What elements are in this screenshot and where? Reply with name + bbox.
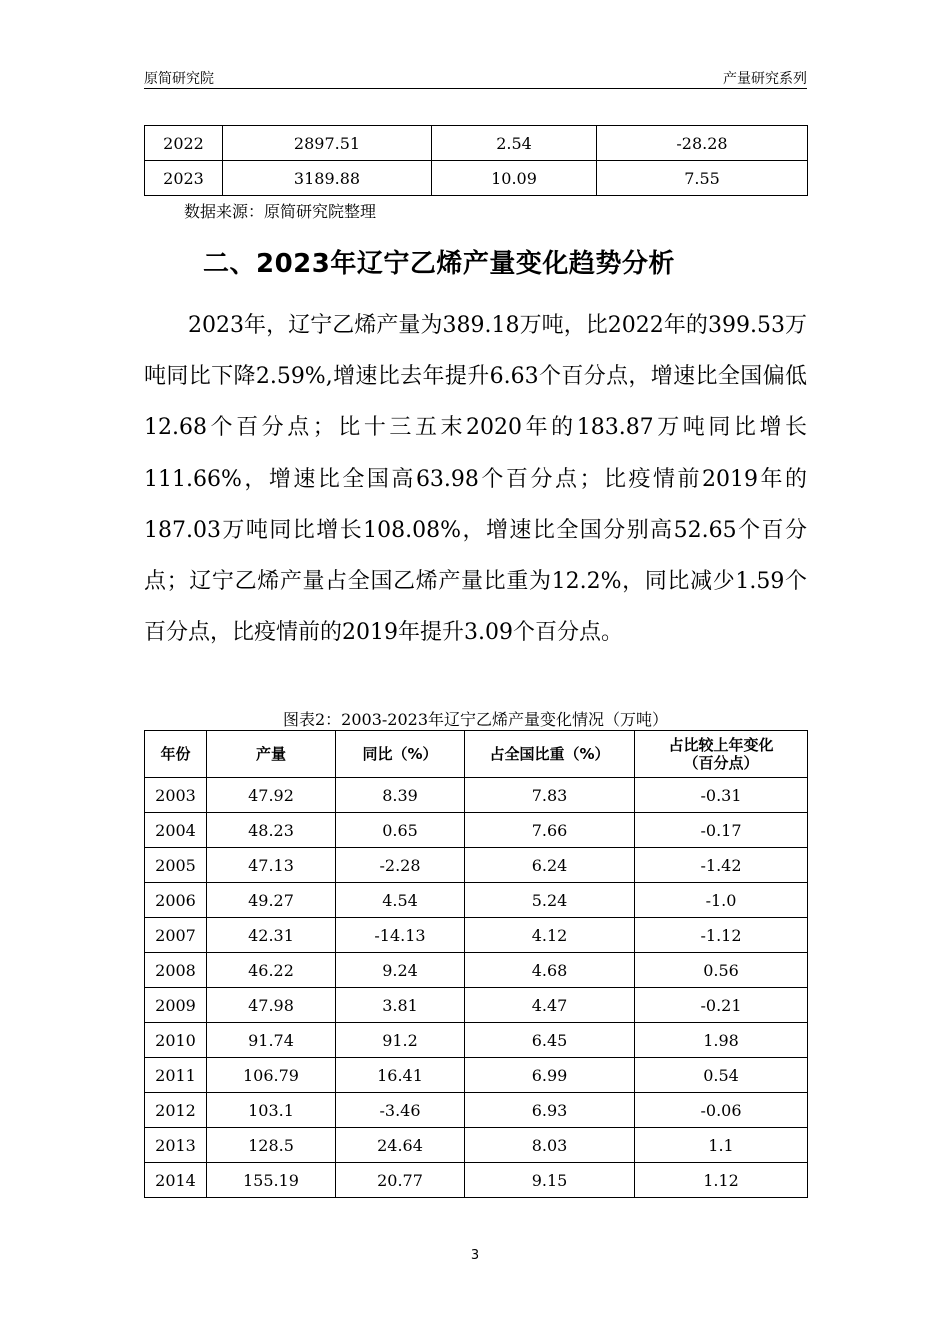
table-cell: -0.17 <box>635 813 808 848</box>
production-table <box>144 730 808 1198</box>
table-cell: 91.2 <box>336 1023 465 1058</box>
body-paragraph: 2023年，辽宁乙烯产量为389.18万吨，比2022年的399.53万吨同比下降2.59%,增速比去年提升6.63个百分点，增速比全国偏低12.68个百分点；比十三五末2020年的183.87万吨同比增长111.66%，增速比全国高63.98个百分点；比疫情前2019年的187.03万吨同比增长108.08%，增速比全国分别高52.65个百分点；辽宁乙烯产量占全国乙烯产量比重为12.2%，同比减少1.59个百分点，比疫情前的2019年提升3.09个百分点。 <box>144 313 807 646</box>
table-cell: -14.13 <box>336 918 465 953</box>
table-cell: 6.45 <box>465 1023 635 1058</box>
section-heading: 二、2023年辽宁乙烯产量变化趋势分析 <box>203 249 675 279</box>
page-number: 3 <box>470 1248 480 1263</box>
header-org: 原简研究院 <box>144 71 214 87</box>
column-header: 年份 <box>145 731 207 778</box>
table-cell: 9.15 <box>465 1163 635 1198</box>
column-header: 产量 <box>207 731 336 778</box>
table-cell: 49.27 <box>207 883 336 918</box>
table-cell: 47.92 <box>207 778 336 813</box>
table-cell: 2004 <box>145 813 207 848</box>
continued-table <box>144 125 808 196</box>
table-cell: -1.12 <box>635 918 808 953</box>
table-cell: 155.19 <box>207 1163 336 1198</box>
table-row <box>145 813 808 848</box>
table-cell: 2012 <box>145 1093 207 1128</box>
column-header: 同比（%） <box>336 731 465 778</box>
table-cell: 16.41 <box>336 1058 465 1093</box>
table-cell: 4.47 <box>465 988 635 1023</box>
table-cell: 24.64 <box>336 1128 465 1163</box>
table-cell: 48.23 <box>207 813 336 848</box>
table-cell: 103.1 <box>207 1093 336 1128</box>
table-cell: 2013 <box>145 1128 207 1163</box>
table-cell: 91.74 <box>207 1023 336 1058</box>
table-cell: 5.24 <box>465 883 635 918</box>
table-row <box>145 988 808 1023</box>
table-cell: 7.55 <box>597 161 808 196</box>
table-cell: 2010 <box>145 1023 207 1058</box>
table-cell: 8.03 <box>465 1128 635 1163</box>
column-header: 占全国比重（%） <box>465 731 635 778</box>
source-note: 数据来源：原简研究院整理 <box>184 202 377 221</box>
table-cell: -0.21 <box>635 988 808 1023</box>
table-cell: 4.68 <box>465 953 635 988</box>
table-cell: 2003 <box>145 778 207 813</box>
table-cell: 2897.51 <box>223 126 432 161</box>
table-row <box>145 918 808 953</box>
table-row <box>145 1128 808 1163</box>
table-cell: 6.24 <box>465 848 635 883</box>
table-cell: -2.28 <box>336 848 465 883</box>
table-cell: -3.46 <box>336 1093 465 1128</box>
table-cell: 2011 <box>145 1058 207 1093</box>
table-cell: 1.1 <box>635 1128 808 1163</box>
table-cell: 46.22 <box>207 953 336 988</box>
table-cell: 47.13 <box>207 848 336 883</box>
table-cell: 3189.88 <box>223 161 432 196</box>
table-row <box>145 1023 808 1058</box>
table-cell: 7.66 <box>465 813 635 848</box>
table-cell: 106.79 <box>207 1058 336 1093</box>
table-row <box>145 848 808 883</box>
table-cell: 42.31 <box>207 918 336 953</box>
table-cell: -28.28 <box>597 126 808 161</box>
table-cell: 1.98 <box>635 1023 808 1058</box>
table-cell: 10.09 <box>432 161 597 196</box>
table-cell: 2.54 <box>432 126 597 161</box>
table-cell: 2005 <box>145 848 207 883</box>
table-cell: 0.65 <box>336 813 465 848</box>
table-row <box>145 883 808 918</box>
table-row <box>145 126 808 161</box>
header-series: 产量研究系列 <box>723 71 807 87</box>
table-cell: 2007 <box>145 918 207 953</box>
table-row <box>145 1093 808 1128</box>
table-cell: -1.0 <box>635 883 808 918</box>
table-row <box>145 161 808 196</box>
table-header-row <box>145 731 808 778</box>
table-cell: 6.93 <box>465 1093 635 1128</box>
table-cell: 8.39 <box>336 778 465 813</box>
table-cell: 128.5 <box>207 1128 336 1163</box>
table-caption: 图表2：2003-2023年辽宁乙烯产量变化情况（万吨） <box>282 710 669 729</box>
table-row <box>145 1058 808 1093</box>
table-cell: 1.12 <box>635 1163 808 1198</box>
page-header <box>144 66 807 89</box>
table-cell: -0.31 <box>635 778 808 813</box>
table-cell: 7.83 <box>465 778 635 813</box>
table-cell: 4.54 <box>336 883 465 918</box>
table-cell: 2014 <box>145 1163 207 1198</box>
table-cell: 47.98 <box>207 988 336 1023</box>
table-cell: 2008 <box>145 953 207 988</box>
table-cell: 4.12 <box>465 918 635 953</box>
table-cell: 2009 <box>145 988 207 1023</box>
table-cell: 3.81 <box>336 988 465 1023</box>
table-row <box>145 778 808 813</box>
table-cell: 9.24 <box>336 953 465 988</box>
table-cell: 6.99 <box>465 1058 635 1093</box>
table-cell: 2023 <box>145 161 223 196</box>
column-header: 占比较上年变化 （百分点） <box>635 731 808 778</box>
table-cell: 0.54 <box>635 1058 808 1093</box>
table-cell: 2006 <box>145 883 207 918</box>
table-cell: 20.77 <box>336 1163 465 1198</box>
table-row <box>145 953 808 988</box>
table-cell: 0.56 <box>635 953 808 988</box>
table-cell: -1.42 <box>635 848 808 883</box>
table-row <box>145 1163 808 1198</box>
table-cell: -0.06 <box>635 1093 808 1128</box>
table-cell: 2022 <box>145 126 223 161</box>
